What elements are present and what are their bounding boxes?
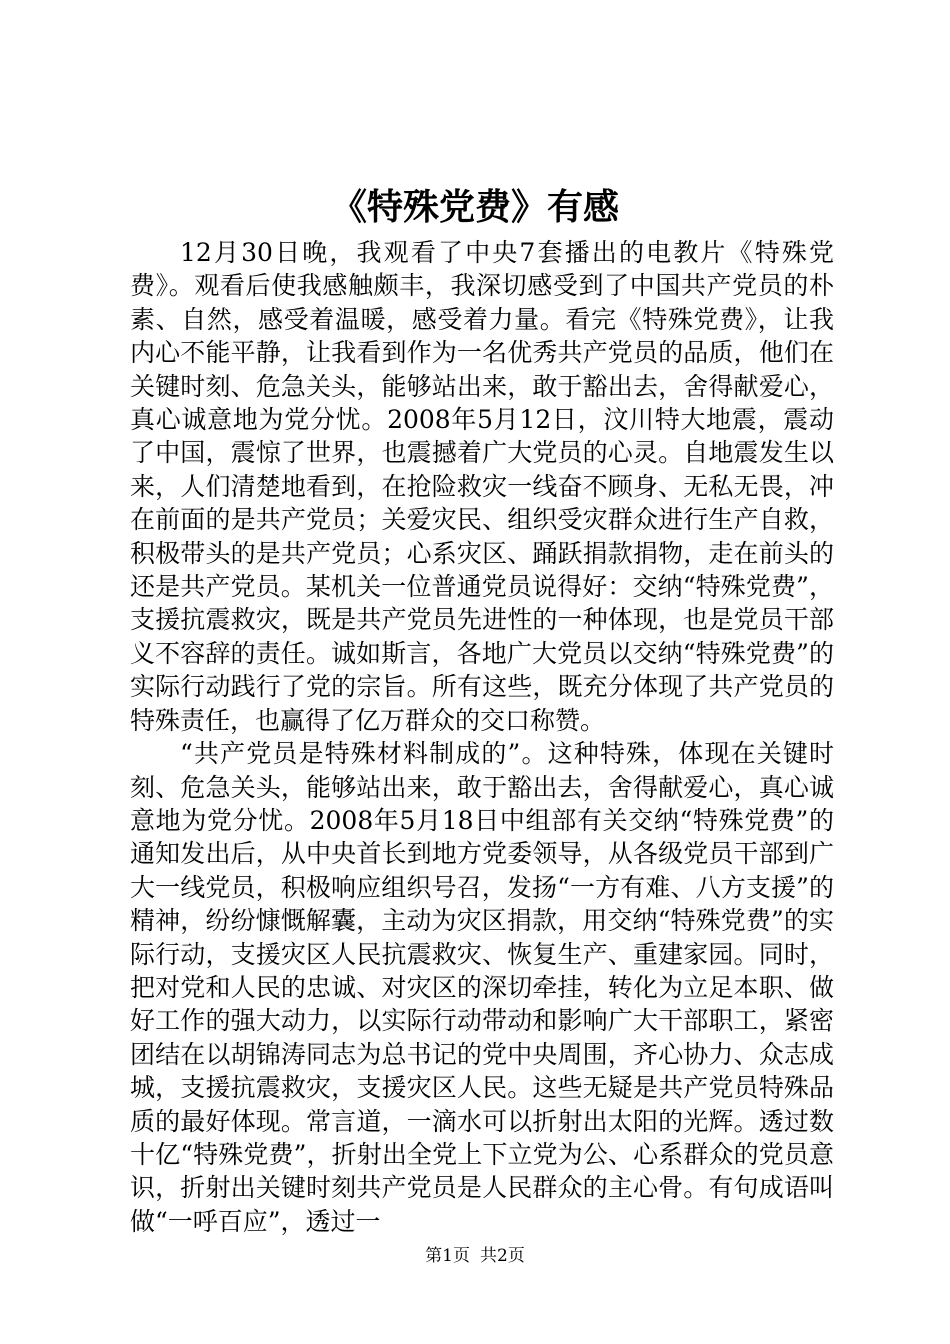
body-paragraph-1: 12月30日晚，我观看了中央7套播出的电教片《特殊党费》。观看后使我感触颇丰，我深切感受到了中国共产党员的朴素、自然，感受着温暖，感受着力量。看完《特殊党费》，让我内心不能平静，让我看到作为一名优秀共产党员的品质，他们在关键时刻、危急关头，能够站出来，敢于豁出去，舍得献爱心，真心诚意地为党分忧。2008年5月12日，汶川特大地震，震动了中国，震惊了世界，也震撼着广大党员的心灵。自地震发生以来，人们清楚地看到，在抢险救灾一线奋不顾身、无私无畏，冲在前面的是共产党员；关爱灾民、组织受灾群众进行生产自救，积极带头的是共产党员；心系灾区、踊跃捐款捐物，走在前头的还是共产党员。某机关一位普通党员说得好：交纳“特殊党费”，支援抗震救灾，既是共产党员先进性的一种体现，也是党员干部义不容辞的责任。诚如斯言，各地广大党员以交纳“特殊党费”的实际行动践行了党的宗旨。所有这些，既充分体现了共产党员的特殊责任，也赢得了亿万群众的交口称赞。 xyxy=(130,238,834,735)
document-title: 《特殊党费》有感 xyxy=(330,186,619,228)
page-footer xyxy=(0,1244,950,1268)
page-number-total: 共2页 xyxy=(480,1246,525,1266)
body-paragraph-2: “共产党员是特殊材料制成的”。这种特殊，体现在关键时刻、危急关头，能够站出来，敢于豁出去，舍得献爱心，真心诚意地为党分忧。2008年5月18日中组部有关交纳“特殊党费”的通知发出后，从中央首长到地方党委领导，从各级党员干部到广大一线党员，积极响应组织号召，发扬“一方有难、八方支援”的精神，纷纷慷慨解囊，主动为灾区捐款，用交纳“特殊党费”的实际行动，支援灾区人民抗震救灾、恢复生产、重建家园。同时，把对党和人民的忠诚、对灾区的深切牵挂，转化为立足本职、做好工作的强大动力，以实际行动带动和影响广大干部职工，紧密团结在以胡锦涛同志为总书记的党中央周围，齐心协力、众志成城，支援抗震救灾，支援灾区人民。这些无疑是共产党员特殊品质的最好体现。常言道，一滴水可以折射出太阳的光辉。透过数十亿“特殊党费”，折射出全党上下立党为公、心系群众的党员意识，折射出关键时刻共产党员是人民群众的主心骨。有句成语叫做“一呼百应”，透过一 xyxy=(130,739,834,1236)
document-body xyxy=(130,236,834,1238)
page-number-current: 第1页 xyxy=(425,1246,470,1266)
